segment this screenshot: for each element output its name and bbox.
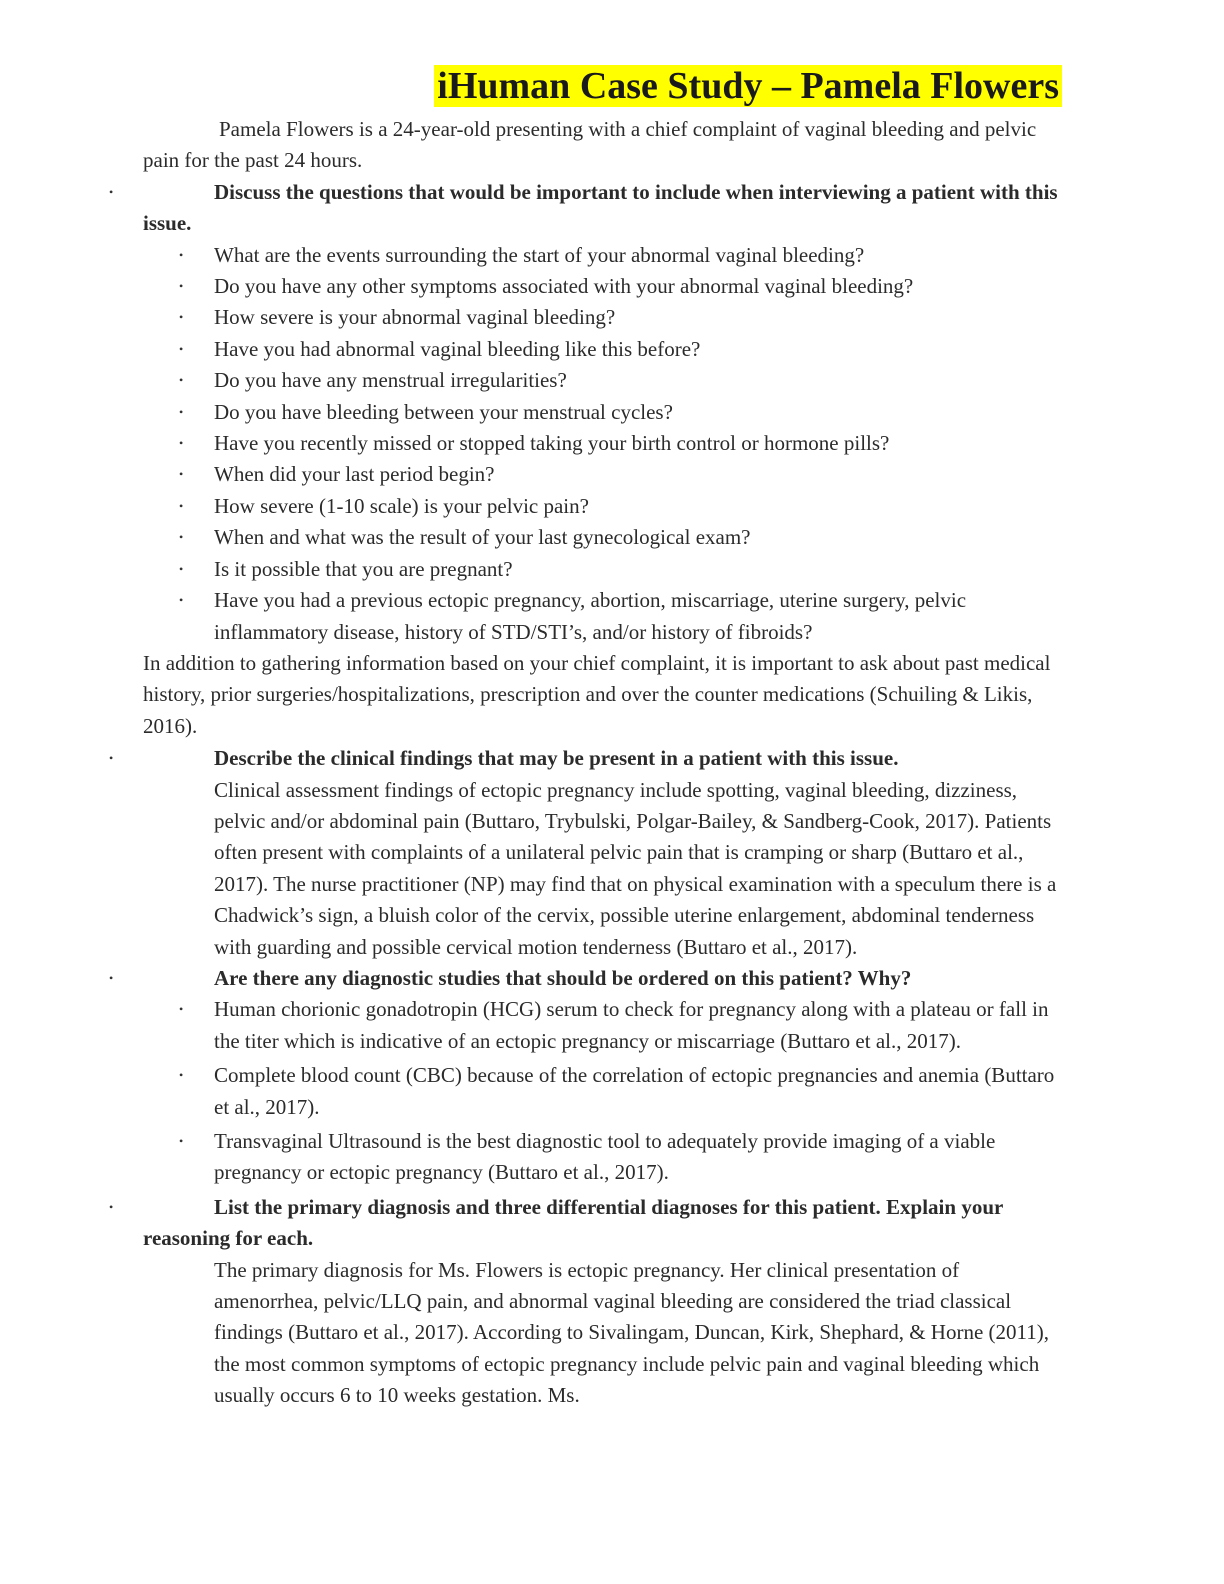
bullet-icon: •	[179, 561, 184, 576]
section2-text: Clinical assessment findings of ectopic pregnancy include spotting, vaginal bleeding, dizziness, pelvic and/or abdominal pain (Buttaro, Trybulski, Polgar-Bailey, & Sandberg-Cook, 2017). Patients often present with complaints of a unilateral pelvic pain that is cramping or sharp (Buttaro et al., 2017). The nurse practitioner (NP) may find that on physical examination with a speculum there is a Chadwick’s sign, a bluish color of the cervix, possible uterine enlargement, abdominal tenderness with guarding and possible cervical motion tenderness (Buttaro et al., 2017).	[214, 777, 1057, 959]
list-item	[143, 428, 1061, 459]
section1-heading	[109, 177, 1061, 240]
diagnostic-studies-list	[143, 994, 1061, 1188]
section4-heading	[109, 1192, 1061, 1255]
list-item-text: Is it possible that you are pregnant?	[214, 556, 513, 581]
bullet-icon: •	[179, 1002, 184, 1017]
section2-heading	[109, 743, 1061, 774]
list-item-text: Have you recently missed or stopped taking your birth control or hormone pills?	[214, 431, 890, 456]
page-title: iHuman Case Study – Pamela Flowers	[434, 65, 1062, 107]
list-item	[143, 397, 1061, 428]
section3-heading	[109, 963, 1061, 994]
list-item	[143, 554, 1061, 585]
list-item-text: Have you had abnormal vaginal bleeding like this before?	[214, 336, 701, 361]
list-item-text: Transvaginal Ultrasound is the best diagnostic tool to adequately provide imaging of a viable pregnancy or ectopic pregnancy (Buttaro et al., 2017).	[214, 1129, 996, 1185]
list-item	[143, 334, 1061, 365]
section1-heading-text: Discuss the questions that would be important to include when interviewing a patient with this issue.	[143, 179, 1058, 236]
list-item-text: Have you had a previous ectopic pregnancy, abortion, miscarriage, uterine surgery, pelvic inflammatory disease, history of STD/STI’s, and/or history of fibroids?	[214, 588, 967, 644]
section-bullet: •	[109, 184, 114, 199]
section-bullet: •	[109, 751, 114, 766]
list-item-text: Human chorionic gonadotropin (HCG) serum to check for pregnancy along with a plateau or fall in the titer which is indicative of an ectopic pregnancy or miscarriage (Buttaro et al., 2017).	[214, 997, 1049, 1053]
title-line	[434, 62, 1062, 115]
section3-heading-text: Are there any diagnostic studies that should be ordered on this patient? Why?	[214, 965, 912, 990]
bullet-icon: •	[179, 279, 184, 294]
list-item	[143, 994, 1061, 1057]
document-body	[109, 114, 1061, 1412]
list-item-text: Do you have any other symptoms associated with your abnormal vaginal bleeding?	[214, 274, 914, 299]
interview-questions-list	[143, 240, 1061, 648]
list-item-text: Do you have any menstrual irregularities?	[214, 368, 567, 393]
bullet-icon: •	[179, 404, 184, 419]
list-item	[143, 365, 1061, 396]
list-item-text: What are the events surrounding the start of your abnormal vaginal bleeding?	[214, 242, 865, 267]
bullet-icon: •	[179, 498, 184, 513]
section-bullet: •	[109, 970, 114, 985]
bullet-icon: •	[179, 341, 184, 356]
list-item-text: Complete blood count (CBC) because of the correlation of ectopic pregnancies and anemia (Buttaro et al., 2017).	[214, 1063, 1055, 1119]
intro-paragraph: Pamela Flowers is a 24-year-old presenting with a chief complaint of vaginal bleeding and pelvic pain for the past 24 hours.	[143, 117, 1037, 173]
list-item	[143, 491, 1061, 522]
list-item-text: How severe (1-10 scale) is your pelvic pain?	[214, 493, 589, 518]
section2-heading-text: Describe the clinical findings that may be present in a patient with this issue.	[214, 746, 899, 771]
bullet-icon: •	[179, 436, 184, 451]
bullet-icon: •	[179, 310, 184, 325]
list-item-text: How severe is your abnormal vaginal bleeding?	[214, 305, 616, 330]
bullet-icon: •	[179, 1068, 184, 1083]
section1-followup: In addition to gathering information based on your chief complaint, it is important to ask about past medical history, prior surgeries/hospitalizations, prescription and over the counter medications (Schuiling & Likis, 2016).	[143, 650, 1051, 738]
list-item	[143, 522, 1061, 553]
list-item	[143, 585, 1061, 648]
list-item-text: When and what was the result of your last gynecological exam?	[214, 525, 751, 550]
bullet-icon: •	[179, 593, 184, 608]
list-item	[143, 240, 1061, 271]
list-item-text: When did your last period begin?	[214, 462, 495, 487]
section4-text: The primary diagnosis for Ms. Flowers is ectopic pregnancy. Her clinical presentation of amenorrhea, pelvic/LLQ pain, and abnormal vaginal bleeding are considered the triad classical findings (Buttaro et al., 2017). According to Sivalingam, Duncan, Kirk, Shephard, & Horne (2011), the most common symptoms of ectopic pregnancy include pelvic pain and vaginal bleeding which usually occurs 6 to 10 weeks gestation. Ms.	[214, 1257, 1049, 1408]
bullet-icon: •	[179, 1134, 184, 1148]
bullet-icon: •	[179, 467, 184, 482]
bullet-icon: •	[179, 530, 184, 545]
section4-heading-text: List the primary diagnosis and three differential diagnoses for this patient. Explain your reasoning for each.	[143, 1194, 1003, 1251]
list-item	[143, 1060, 1061, 1123]
list-item-text: Do you have bleeding between your menstrual cycles?	[214, 399, 673, 424]
list-item	[143, 459, 1061, 490]
list-item	[143, 271, 1061, 302]
list-item	[143, 302, 1061, 333]
bullet-icon: •	[179, 373, 184, 388]
list-item	[143, 1126, 1061, 1189]
section-bullet: •	[109, 1199, 114, 1214]
bullet-icon: •	[179, 247, 184, 262]
